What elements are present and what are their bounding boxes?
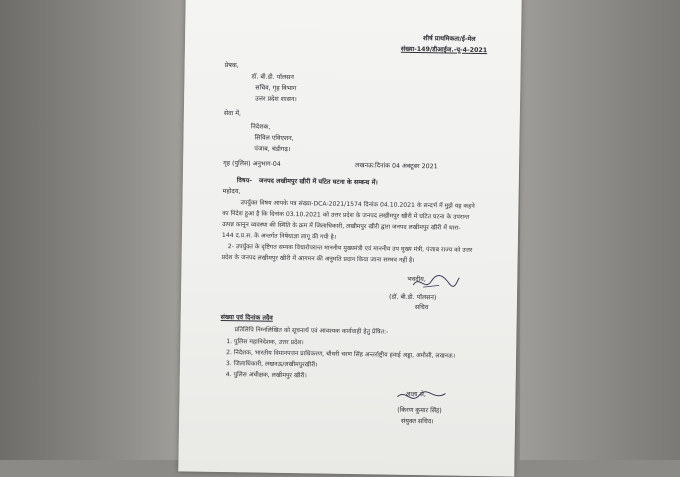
body-line-5: 2- उपर्युक्त के दृष्टिगत सम्यक विचारोपरान्त माननीय मुख्यमंत्री एवं माननीय उप मुख्य मंत्री, पंजाब राज्य को उत्तर <box>227 243 473 254</box>
closing-signatory: (डॉ. बी.डी. पॉलसन) <box>388 293 437 302</box>
body-line-2: का निदेश हुआ है कि दिनांक 03.10.2021 को उत्तर प्रदेश के जनपद लखीमपुर खीरी में घटित घटना के उपरान्त <box>222 209 470 221</box>
background-left <box>0 0 190 460</box>
subject-text: जनपद लखीमपुर खीरी में घटित घटना के सम्बन्ध में। <box>258 177 378 187</box>
reference-number: संख्या-149/डीआईज.-यू-4-2021 <box>400 45 488 55</box>
body-line-6: प्रदेश के जनपद लखीमपुर खीरी में आगमन की अनुमति प्रदान किया जाना सम्भव नहीं है। <box>221 253 415 265</box>
copy-intro: प्रतिलिपि निम्नलिखित को सूचनार्थ एवं आवश्यक कार्यवाही हेतु प्रेषित:- <box>234 326 389 336</box>
body-line-3: उत्पन्न कानून व्यवस्था की स्थिति के क्रम में जिलाधिकारी, लखीमपुर खीरी द्वारा जनपद लखीमपुर खीरी में धारा- <box>222 220 461 232</box>
body-line-1: उपर्युक्त विषय आपके पत्र संख्या-DCA-2021/1574 दिनांक 04.10.2021 के सन्दर्भ में मुझे यह कहने <box>240 199 475 210</box>
copy-signatory: (किरण कुमार सिंह) <box>397 406 442 415</box>
sender-designation: सचिव, गृह विभाग <box>255 84 297 93</box>
letter-date: लखनऊ:दिनांक 04 अक्टूबर 2021 <box>355 162 438 171</box>
signature-1 <box>409 271 461 294</box>
sender-office: उत्तर प्रदेश शासन। <box>255 95 297 104</box>
closing-designation: सचिव <box>414 304 429 312</box>
copy-heading: संख्या एवं दिनांक तदैव <box>220 313 273 322</box>
copy-item-3: 3. जिलाधिकारी, लखनऊ/लखीमपुरखीरी। <box>225 360 318 369</box>
sender-name: डॉ. बी.डी. पॉलसन <box>251 73 294 82</box>
from-label: प्रेषक, <box>224 62 239 70</box>
body-line-4: 144 द.प्र.स. के अन्तर्गत निषेधाज्ञा लागू की गयी है। <box>221 231 337 241</box>
priority-label: शीर्ष प्राथमिकता/ई-मेल <box>423 35 476 43</box>
copy-item-4: 4. पुलिस अधीक्षक, लखीमपुर खीरी। <box>225 371 307 380</box>
recipient-department: सिविल एविएशन, <box>254 134 294 143</box>
recipient-place: पंजाब, चंडीगढ़। <box>254 145 291 154</box>
recipient-title: निदेशक, <box>250 123 271 131</box>
copy-item-1: 1. पुलिस महानिदेशक, उत्तर प्रदेश। <box>226 338 304 347</box>
copy-order: आज्ञा से, <box>405 390 426 399</box>
copy-item-2: 2. निदेशक, भारतीय विमानपत्तन प्राधिकरण, चौधरी चरण सिंह अन्तर्राष्ट्रीय हवाई अड्डा, अमौसी, लखनऊ। <box>226 349 456 360</box>
copy-designation: संयुक्त सचिव। <box>401 417 434 426</box>
to-label: सेवा में, <box>223 110 242 118</box>
closing-yours: भवदीय, <box>407 275 426 284</box>
salutation: महोदय, <box>222 187 241 196</box>
background-right <box>520 0 680 460</box>
letter-page <box>178 0 521 477</box>
signature-2 <box>391 387 451 408</box>
subject-label: विषय- <box>236 177 252 185</box>
section-label: गृह (पुलिस) अनुभाग-04 <box>223 159 281 168</box>
